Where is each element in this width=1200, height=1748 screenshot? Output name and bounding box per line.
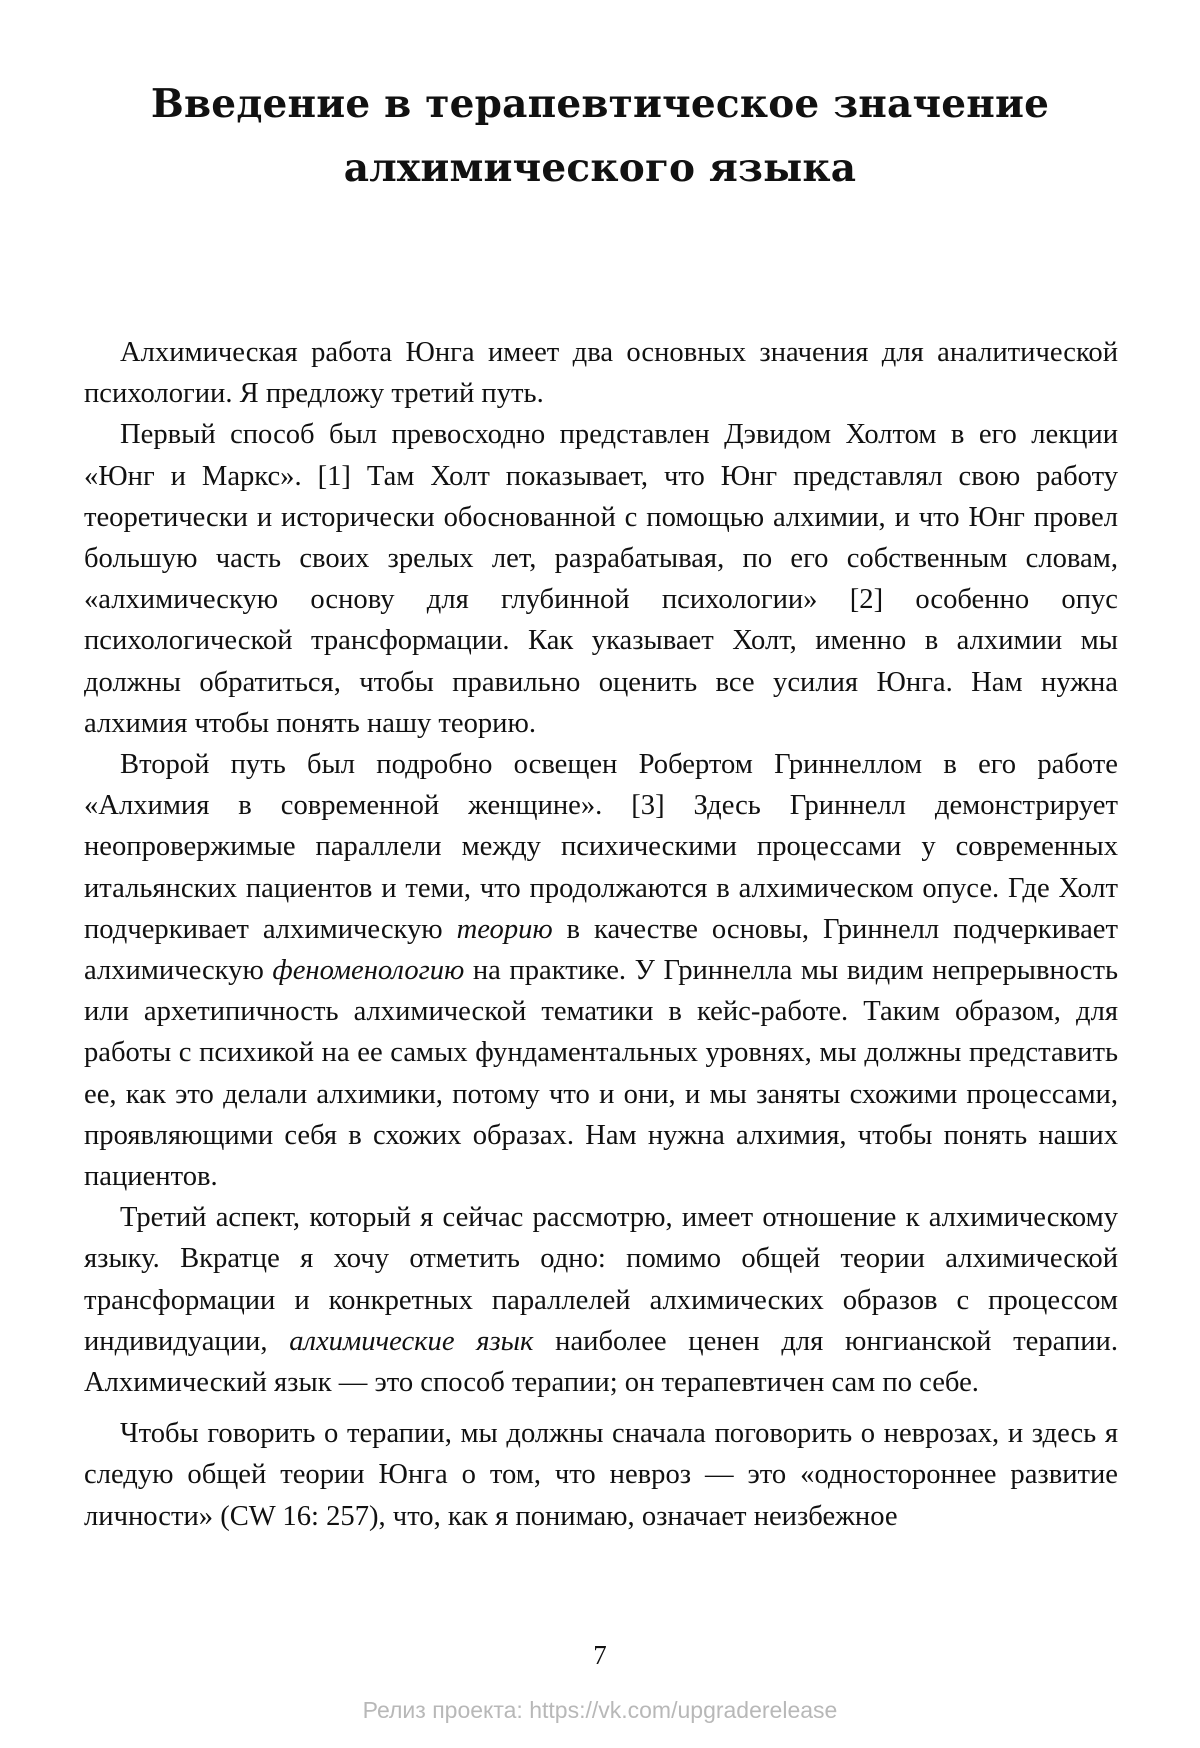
body-paragraph: [84, 1413, 1118, 1537]
paragraph-text: Чтобы говорить о терапии, мы должны сначала поговорить о неврозах, и здесь я следую общей теории Юнга о том, что невроз — это «одностороннее развитие личности» (CW 16: 257), что, как я понимаю, означает неизбежное: [84, 1418, 1118, 1532]
paragraph-text: Первый способ был превосходно представлен Дэвидом Холтом в его лекции «Юнг и Маркс». [1] Там Холт показывает, что Юнг представлял свою работу теоретически и исторически обоснованной с помощью алхимии, и что Юнг провел большую часть своих зрелых лет, разрабатывая, по его собственным словам, «алхимическую основу для глубинной психологии» [2] особенно опус психологической трансформации. Как указывает Холт, именно в алхимии мы должны обратиться, чтобы правильно оценить все усилия Юнга. Нам нужна алхимия чтобы понять нашу теорию.: [84, 419, 1118, 739]
italic-emphasis: теорию: [456, 913, 553, 945]
page-number: 7: [593, 1640, 607, 1670]
body-paragraph: [84, 744, 1118, 1197]
chapter-title: [120, 72, 1080, 200]
watermark-text: Релиз проекта: https://vk.com/upgraderelease: [362, 1697, 838, 1723]
paragraph-text: на практике. У Гриннелла мы видим непрерывность или архетипичность алхимической тематики в кейс-работе. Таким образом, для работы с психикой на ее самых фундаментальных уровнях, мы должны представить ее, как это делали алхимики, потому что и они, и мы заняты схожими процессами, проявляющими себя в схожих образах. Нам нужна алхимия, чтобы понять наших пациентов.: [84, 955, 1118, 1193]
paragraph-text: Третий аспект, который я сейчас рассмотрю, имеет отношение к алхимическому языку. Вкратце я хочу отметить одно: помимо общей теории алхимической трансформации и конкретных параллелей алхимических образов с процессом индивидуации,: [84, 1202, 1118, 1357]
chapter-title-line-1: Введение в терапевтическое значение: [150, 81, 1050, 127]
italic-emphasis: феноменологию: [272, 955, 465, 987]
paragraph-text: Алхимическая работа Юнга имеет два основных значения для аналитической психологии. Я предложу третий путь.: [84, 337, 1118, 410]
paragraph-text: наиболее ценен для юнгианской терапии. Алхимический язык — это способ терапии; он терапевтичен сам по себе.: [84, 1325, 1119, 1399]
paragraph-text: в качестве основы, Гриннелл подчеркивает алхимическую: [84, 913, 1118, 987]
body-paragraph: [84, 332, 1118, 414]
paragraph-text: Второй путь был подробно освещен Робертом Гриннеллом в его работе «Алхимия в современной женщине». [3] Здесь Гриннелл демонстрирует неопровержимые параллели между психическими процессами у современных итальянских пациентов и теми, что продолжаются в алхимическом опусе. Где Холт подчеркивает алхимическую: [84, 749, 1118, 945]
italic-emphasis: алхимические язык: [289, 1325, 534, 1357]
body-paragraph: [84, 414, 1118, 744]
body-text: [84, 332, 1118, 1537]
body-paragraph: [84, 1197, 1118, 1403]
chapter-title-line-2: алхимического языка: [343, 145, 857, 191]
